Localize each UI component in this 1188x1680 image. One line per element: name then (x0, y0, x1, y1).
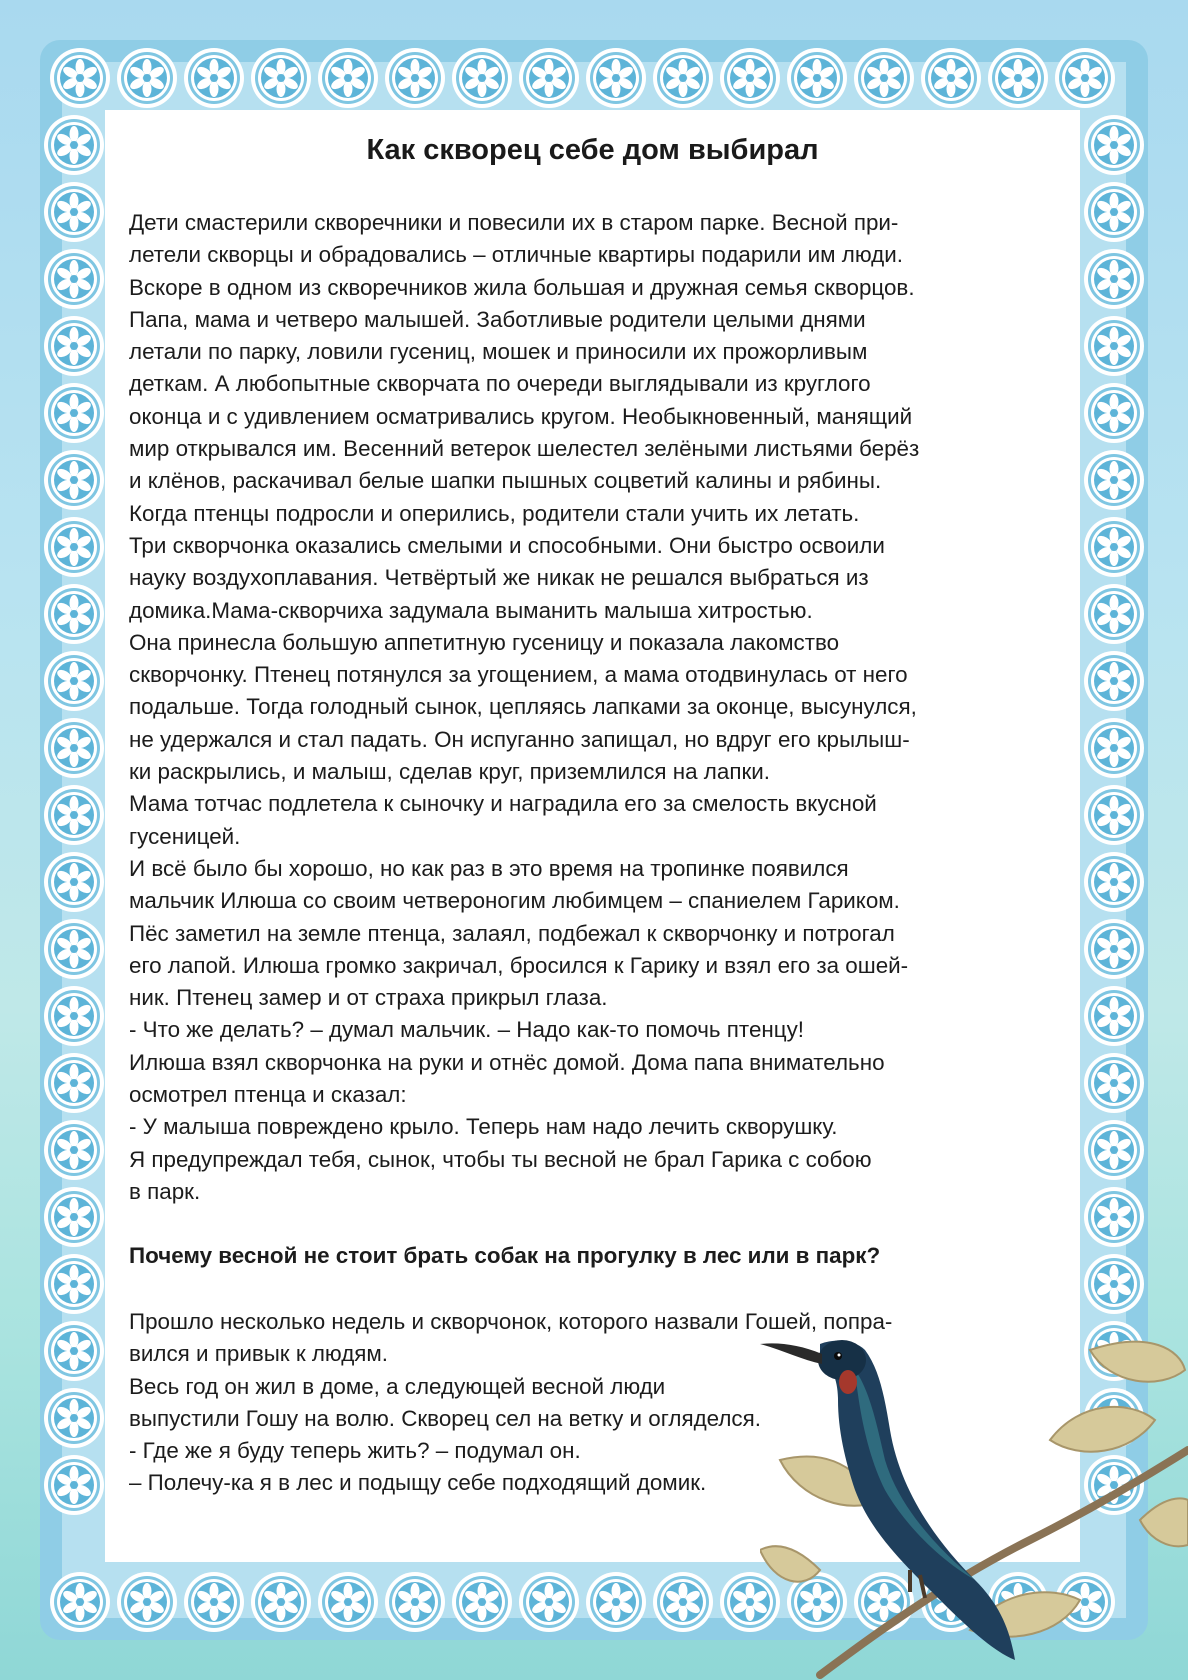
flower-ornament (1084, 986, 1144, 1046)
flower-ornament (1084, 383, 1144, 443)
flower-ornament (1084, 1120, 1144, 1180)
flower-ornament (1084, 718, 1144, 778)
text-line: - Что же делать? – думал мальчик. – Надо как-то помочь птенцу! (129, 1017, 804, 1043)
flower-ornament (44, 115, 104, 175)
flower-ornament (1084, 1187, 1144, 1247)
flower-ornament (385, 48, 445, 108)
flower-ornament (44, 651, 104, 711)
flower-ornament (1084, 115, 1144, 175)
flower-ornament (519, 48, 579, 108)
question-heading: Почему весной не стоит брать собак на прогулку в лес или в парк? (129, 1243, 881, 1268)
flower-ornament (44, 383, 104, 443)
text-line: подальше. Тогда голодный сынок, цепляясь лапками за оконце, высунулся, (129, 694, 917, 720)
flower-ornament (1084, 450, 1144, 510)
text-line: летели скворцы и обрадовались – отличные квартиры подарили им люди. (129, 242, 903, 268)
text-line: И всё было бы хорошо, но как раз в это время на тропинке появился (129, 855, 849, 881)
text-line: Илюша взял скворчонка на руки и отнёс домой. Дома папа внимательно (129, 1049, 885, 1075)
flower-ornament (1084, 1254, 1144, 1314)
flower-ornament (318, 48, 378, 108)
flower-ornament (1084, 651, 1144, 711)
flower-ornament (184, 48, 244, 108)
text-line: – Полечу-ка я в лес и подыщу себе подходящий домик. (129, 1470, 707, 1496)
text-line: науку воздухоплавания. Четвёртый же никак не решался выбраться из (129, 565, 869, 591)
flower-ornament (50, 1572, 110, 1632)
flower-ornament (44, 1388, 104, 1448)
flower-ornament (1055, 48, 1115, 108)
flower-ornament (44, 852, 104, 912)
flower-ornament (44, 1254, 104, 1314)
flower-ornament (653, 48, 713, 108)
text-line: в парк. (129, 1178, 201, 1204)
flower-ornament (921, 48, 981, 108)
text-line: Она принесла большую аппетитную гусеницу и показала лакомство (129, 629, 840, 655)
text-line: Вскоре в одном из скворечников жила большая и дружная семья скворцов. (129, 274, 915, 300)
flower-ornament (653, 1572, 713, 1632)
flower-ornament (519, 1572, 579, 1632)
flower-ornament (44, 986, 104, 1046)
flower-ornament (50, 48, 110, 108)
text-line: мальчик Илюша со своим четвероногим любимцем – спаниелем Гариком. (129, 888, 900, 914)
text-line: выпустили Гошу на волю. Скворец сел на ветку и огляделся. (129, 1405, 761, 1431)
flower-ornament (385, 1572, 445, 1632)
text-line: - У малыша повреждено крыло. Теперь нам надо лечить скворушку. (129, 1114, 838, 1140)
flower-ornament (318, 1572, 378, 1632)
text-line: вился и привык к людям. (129, 1341, 389, 1367)
text-line: оконца и с удивлением осматривались кругом. Необыкновенный, манящий (129, 403, 913, 429)
flower-ornament (44, 517, 104, 577)
flower-ornament (1084, 785, 1144, 845)
flower-ornament (720, 48, 780, 108)
flower-ornament (44, 1455, 104, 1515)
text-line: ки раскрылись, и малыш, сделав круг, приземлился на лапки. (129, 759, 770, 785)
flower-ornament (251, 48, 311, 108)
text-line: Я предупреждал тебя, сынок, чтобы ты весной не брал Гарика с собою (129, 1146, 872, 1172)
text-line: ник. Птенец замер и от страха прикрыл глаза. (129, 985, 608, 1011)
flower-ornament (44, 584, 104, 644)
text-line: Дети смастерили скворечники и повесили их в старом парке. Весной при- (129, 210, 899, 235)
text-line: - Где же я буду теперь жить? – подумал он. (129, 1438, 581, 1464)
text-line: его лапой. Илюша громко закричал, бросился к Гарику и взял его за ошей- (129, 952, 909, 978)
flower-ornament (1084, 182, 1144, 242)
page-title: Как скворец себе дом выбирал (366, 134, 819, 166)
flower-ornament (251, 1572, 311, 1632)
text-line: и клёнов, раскачивал белые шапки пышных соцветий калины и рябины. (129, 468, 882, 494)
flower-ornament (854, 48, 914, 108)
flower-ornament (1084, 316, 1144, 376)
text-line: домика.Мама-скворчиха задумала выманить малыша хитростью. (129, 597, 813, 623)
text-line: Когда птенцы подросли и оперились, родители стали учить их летать. (129, 500, 860, 526)
flower-ornament (44, 1053, 104, 1113)
text-line: гусеницей. (129, 823, 241, 849)
flower-ornament (1084, 919, 1144, 979)
text-line: Три скворчонка оказались смелыми и способными. Они быстро освоили (129, 532, 885, 558)
flower-ornament (44, 1321, 104, 1381)
flower-ornament (44, 249, 104, 309)
flower-ornament (1084, 584, 1144, 644)
text-line: Папа, мама и четверо малышей. Заботливые родители целыми днями (129, 306, 866, 332)
flower-ornament (117, 1572, 177, 1632)
text-line: Прошло несколько недель и скворчонок, которого назвали Гошей, попра- (129, 1309, 893, 1334)
text-line: не удержался и стал падать. Он испуганно запищал, но вдруг его крылыш- (129, 726, 910, 752)
flower-ornament (452, 48, 512, 108)
flower-ornament (452, 1572, 512, 1632)
flower-ornament (184, 1572, 244, 1632)
text-line: Мама тотчас подлетела к сыночку и наградила его за смелость вкусной (129, 791, 877, 817)
flower-ornament (44, 182, 104, 242)
text-line: деткам. А любопытные скворчата по очереди выглядывали из круглого (129, 371, 871, 397)
flower-ornament (1084, 1053, 1144, 1113)
text-line: летали по парку, ловили гусениц, мошек и приносили их прожорливым (129, 339, 868, 365)
text-line: Весь год он жил в доме, а следующей весной люди (129, 1373, 666, 1399)
story-text (129, 207, 1089, 1208)
flower-ornament (44, 316, 104, 376)
flower-ornament (1084, 249, 1144, 309)
flower-ornament (44, 1120, 104, 1180)
flower-ornament (1084, 517, 1144, 577)
flower-ornament (787, 48, 847, 108)
text-line: мир открывался им. Весенний ветерок шелестел зелёными листьями берёз (129, 436, 920, 462)
flower-ornament (117, 48, 177, 108)
flower-ornament (44, 1187, 104, 1247)
flower-ornament (586, 1572, 646, 1632)
flower-ornament (44, 919, 104, 979)
flower-ornament (988, 48, 1048, 108)
text-line: Пёс заметил на земле птенца, залаял, подбежал к скворчонку и потрогал (129, 920, 895, 946)
flower-ornament (586, 48, 646, 108)
text-line: скворчонку. Птенец потянулся за угощением, а мама отодвинулась от него (129, 662, 908, 688)
flower-ornament (44, 785, 104, 845)
flower-ornament (44, 718, 104, 778)
flower-ornament (1084, 852, 1144, 912)
flower-ornament (44, 450, 104, 510)
text-line: осмотрел птенца и сказал: (129, 1082, 407, 1108)
starling-illustration (760, 1330, 1188, 1680)
